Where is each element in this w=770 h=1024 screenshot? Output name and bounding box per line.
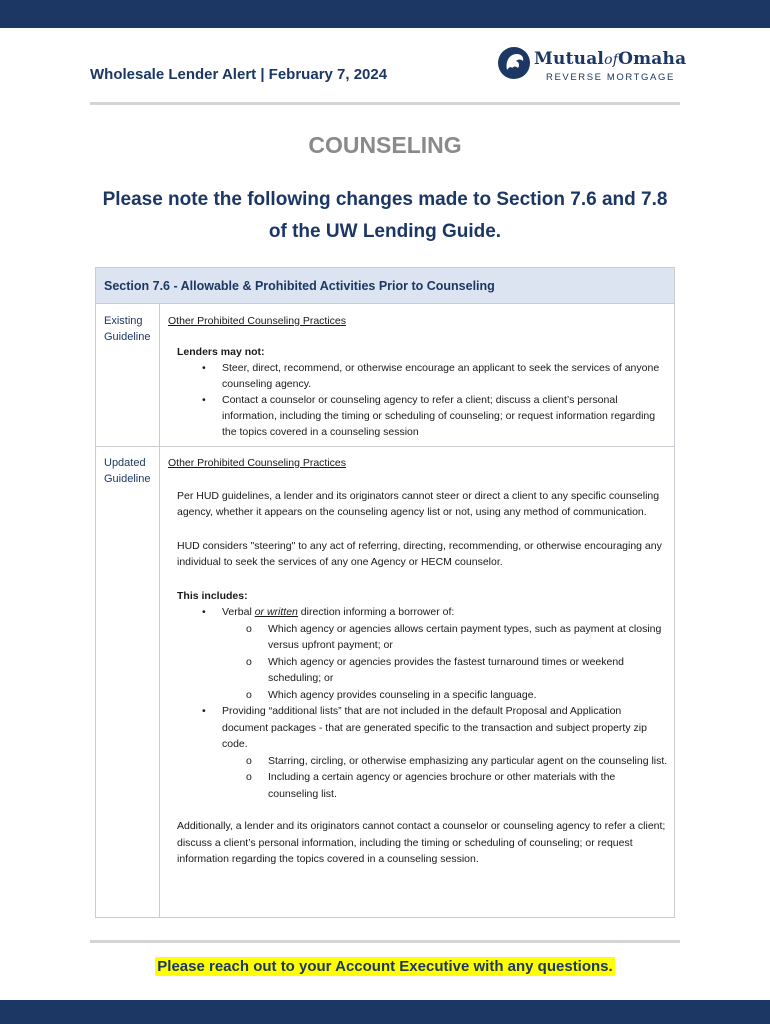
- footer-divider: [90, 940, 680, 943]
- bullet-text: direction informing a borrower of:: [297, 606, 455, 618]
- change-notice-line-1: Please note the following changes made to Section 7.6 and 7.8: [102, 189, 668, 210]
- call-to-action: [0, 957, 770, 976]
- updated-label-line-1: Updated: [104, 457, 146, 469]
- updated-paragraph-3: Additionally, a lender and its originators cannot contact a counselor or counseling agency to refer a client; discuss a client’s personal information, including the timing or scheduling of counseling; or request information regarding the topics covered in a counseling session.: [177, 820, 666, 865]
- updated-bullet-verbal: [168, 604, 668, 621]
- updated-guideline-content: [168, 455, 668, 868]
- updated-guideline-label: [104, 455, 158, 487]
- alert-title: Wholesale Lender Alert | February 7, 2024: [90, 66, 388, 83]
- updated-sub-bullet: o Starring, circling, or otherwise emphasizing any particular agent on the counseling list.: [168, 753, 668, 770]
- lion-emblem-icon: [497, 46, 531, 80]
- table-header-text: Section 7.6 - Allowable & Prohibited Activities Prior to Counseling: [104, 279, 495, 293]
- includes-label: This includes:: [177, 589, 248, 602]
- updated-sub-bullet: o Which agency or agencies provides the fastest turnaround times or weekend scheduling; or: [168, 654, 668, 687]
- company-logo: [497, 46, 687, 90]
- updated-label-line-2: Guideline: [104, 473, 151, 485]
- existing-intro: Lenders may not:: [177, 346, 265, 358]
- change-notice-line-2: of the UW Lending Guide.: [268, 221, 502, 242]
- guideline-table: [95, 267, 675, 918]
- existing-guideline-title: Other Prohibited Counseling Practices: [168, 315, 347, 327]
- bottom-banner-bar: [0, 1000, 770, 1024]
- updated-paragraph-2: HUD considers "steering" to any act of referring, directing, recommending, or otherwise encouraging any individual to seek the services of any one Agency or HECM counselor.: [177, 539, 662, 568]
- row-divider: [96, 446, 674, 447]
- updated-sub-bullet: o Including a certain agency or agencies brochure or other materials with the counseling list.: [168, 769, 668, 802]
- updated-bullet-list: [168, 604, 668, 802]
- header-divider: [90, 102, 680, 105]
- call-to-action-text: Please reach out to your Account Executive with any questions.: [157, 958, 613, 975]
- existing-bullet-list: [168, 360, 668, 440]
- logo-wordmark: MutualofOmaha: [534, 49, 687, 69]
- existing-label-line-1: Existing: [104, 315, 143, 327]
- column-divider: [159, 304, 160, 917]
- table-header: [96, 268, 674, 304]
- existing-label-line-2: Guideline: [104, 331, 151, 343]
- bullet-text: Verbal: [222, 606, 255, 618]
- existing-bullet: • Contact a counselor or counseling agency to refer a client; discuss a client’s personal information, including the timing or scheduling of counseling; or request information regarding the topics covered in a counseling session: [168, 392, 668, 440]
- updated-paragraph-1: Per HUD guidelines, a lender and its originators cannot steer or direct a client to any specific counseling agency, whether it appears on the counseling agency list or not, using any method of communication.: [177, 489, 660, 518]
- section-heading: COUNSELING: [308, 132, 462, 158]
- updated-sub-bullet: o Which agency or agencies allows certain payment types, such as payment at closing versus upfront payment; or: [168, 621, 668, 654]
- existing-guideline-content: [168, 313, 668, 440]
- top-banner-bar: [0, 0, 770, 28]
- existing-bullet: • Steer, direct, recommend, or otherwise encourage an applicant to seek the services of anyone counseling agency.: [168, 360, 668, 392]
- existing-guideline-label: [104, 313, 158, 345]
- logo-subtitle: REVERSE MORTGAGE: [546, 72, 675, 83]
- updated-guideline-title: Other Prohibited Counseling Practices: [168, 457, 347, 469]
- updated-sub-bullet: o Which agency provides counseling in a specific language.: [168, 687, 668, 704]
- updated-bullet-lists: • Providing “additional lists” that are not included in the default Proposal and Application document packages - that are generated specific to the transaction and subject property zip code.: [168, 703, 668, 753]
- change-notice: [80, 184, 690, 248]
- bullet-emphasis: or written: [254, 606, 298, 618]
